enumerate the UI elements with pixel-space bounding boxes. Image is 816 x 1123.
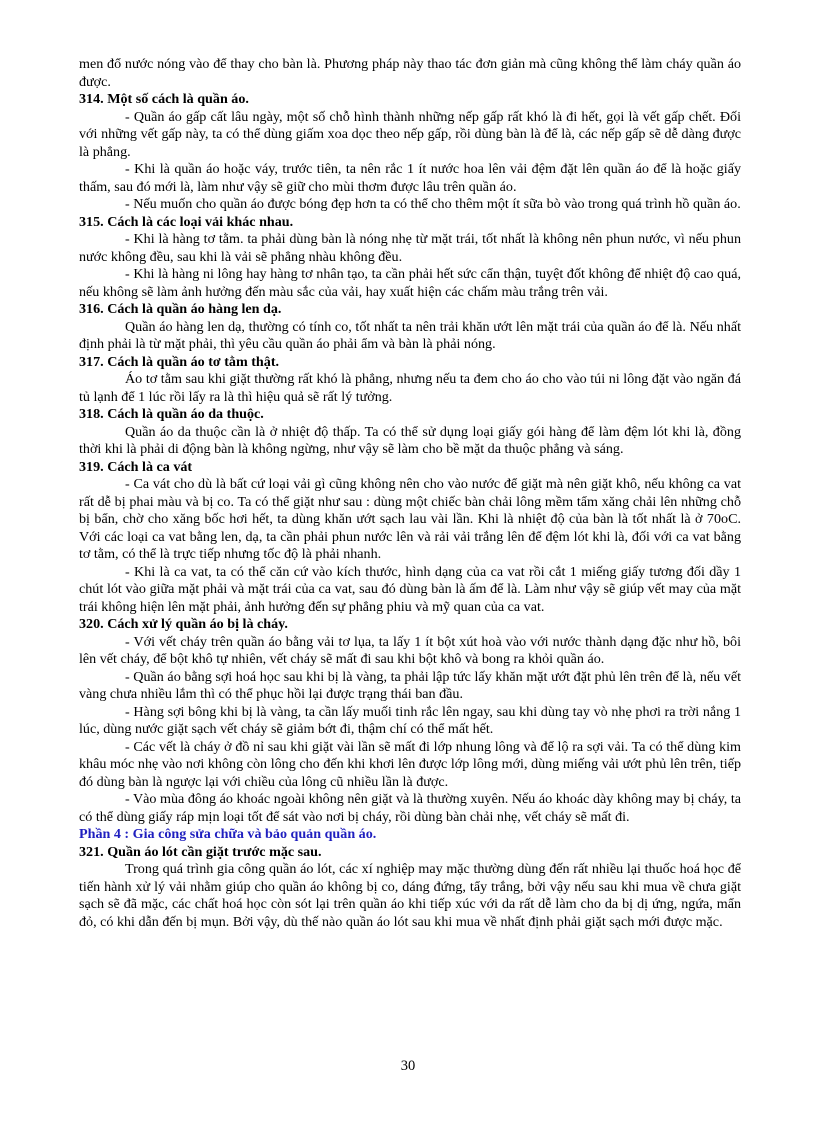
section-317-paragraph-1: Áo tơ tằm sau khi giặt thường rất khó là phẳng, nhưng nếu ta đem cho áo cho vào túi ni lông đặt vào ngăn đá tủ lạnh để 1 lúc rồi lấy ra là thì hiệu quả sẽ rất lý tưởng. xyxy=(79,371,741,405)
section-320-paragraph-3: - Hàng sợi bông khi bị là vàng, ta cần lấy muối tinh rắc lên ngay, sau khi dùng tay vò nhẹ phơi ra trời nắng 1 lúc, dùng nước giặt sạch vết cháy sẽ giảm bớt đi, thậm chí có thể mất hết. xyxy=(79,703,741,737)
document-body xyxy=(79,56,741,931)
section-316-paragraph-1: Quần áo hàng len dạ, thường có tính co, tốt nhất ta nên trải khăn ướt lên mặt trái của quần áo để là. Nếu nhất định phải là từ mặt phải, thì yêu cầu quần áo phải ẩm và bàn là phải nóng. xyxy=(79,318,741,352)
section-314-paragraph-3: - Nếu muốn cho quần áo được bóng đẹp hơn ta có thể cho thêm một ít sữa bò vào trong quá trình hồ quần áo. xyxy=(125,196,741,212)
section-320-paragraph-1: - Với vết cháy trên quần áo bằng vải tơ lụa, ta lấy 1 ít bột xút hoà vào với nước thành dạng đặc như hồ, bôi lên vết cháy, để bột khô tự nhiên, vết cháy sẽ mất đi sau khi bột khô và bong ra khỏi quần áo. xyxy=(79,633,741,667)
section-314-paragraph-2: - Khi là quần áo hoặc váy, trước tiên, ta nên rắc 1 ít nước hoa lên vải đệm đặt lên quần áo để là hoặc giấy thấm, sau đó mới là, làm như vậy sẽ giữ cho mùi thơm được lâu trên quần áo. xyxy=(79,161,741,195)
section-320-heading: 320. Cách xử lý quần áo bị là cháy. xyxy=(79,616,288,632)
part-4-heading: Phần 4 : Gia công sửa chữa và bảo quản quần áo. xyxy=(79,826,377,842)
page-number: 30 xyxy=(400,1058,416,1074)
section-319-heading: 319. Cách là ca vát xyxy=(79,458,193,475)
section-319-paragraph-1: - Ca vát cho dù là bất cứ loại vải gì cũng không nên cho vào nước để giặt mà nên giặt khô, nếu không ca vat rất dễ bị phai màu và bị co. Ta có thể giặt như sau : dùng một chiếc bàn chải lông mềm tẩm xăng chải lên những chỗ bị bẩn, chờ cho xăng bốc hơi hết, ta dùng khăn ướt sạch lau vài lần. Khi là nhiệt độ của bàn là tốt nhất là ở 70oC. Với các loại ca vat bằng len, dạ, ta cần phải phun nước lên và rải vải trắng lên để đệm lót khi là, đối với ca vat bằng tơ tằm, có thể là trực tiếp nhưng tốc độ là phải nhanh. xyxy=(79,476,741,562)
section-315-heading: 315. Cách là các loại vải khác nhau. xyxy=(79,213,294,230)
section-318-paragraph-1: Quần áo da thuộc cần là ở nhiệt độ thấp. Ta có thể sử dụng loại giấy gói hàng để làm đệm lót khi là, đồng thời khi là phải di động bàn là không ngừng, như vậy sẽ làm cho bề mặt da thuộc phẳng và sáng. xyxy=(79,423,741,457)
section-314-paragraph-1: - Quần áo gấp cất lâu ngày, một số chỗ hình thành những nếp gấp rất khó là đi hết, gọi là vết gấp chết. Đối với những vết gấp này, ta có thể dùng giấm xoa dọc theo nếp gấp, rồi dùng bàn là để là, các nếp gấp sẽ dễ dàng được là phẳng. xyxy=(79,108,741,160)
section-314-heading: 314. Một số cách là quần áo. xyxy=(79,91,249,107)
section-316-heading: 316. Cách là quần áo hàng len dạ. xyxy=(79,301,282,317)
section-321-heading: 321. Quần áo lót cần giặt trước mặc sau. xyxy=(79,843,322,860)
section-318-heading: 318. Cách là quần áo da thuộc. xyxy=(79,406,264,422)
section-317-heading: 317. Cách là quần áo tơ tằm thật. xyxy=(79,353,280,370)
section-320-paragraph-2: - Quần áo bằng sợi hoá học sau khi bị là vàng, ta phải lập tức lấy khăn mặt ướt đặt phủ lên trên để là, nếu vết vàng chưa nhiều lắm thì có thể phục hồi lại được trạng thái ban đầu. xyxy=(79,668,741,702)
section-320-paragraph-4: - Các vết là cháy ở đồ nỉ sau khi giặt vài lần sẽ mất đi lớp nhung lông và để lộ ra sợi vải. Ta có thể dùng kim khâu móc nhẹ vào nơi không còn lông cho đến khi khơi lên được lớp lông mới, dùng miếng vải ướt phủ lên trên, tiếp đó dùng bàn là ngược lại với chiều của lông cũ nhiều lần là được. xyxy=(79,738,741,790)
section-321-paragraph-1: Trong quá trình gia công quần áo lót, các xí nghiệp may mặc thường dùng đến rất nhiều lại thuốc hoá học để tiến hành xử lý vải nhằm giúp cho quần áo không bị co, dáng đứng, tẩy trắng, bởi vậy nếu sau khi mua về chưa giặt sạch sẽ đã mặc, các chất hoá học còn sót lại trên quần áo khi tiếp xúc với da rất dễ làm cho da bị dị ứng, ngứa, mẩn đỏ, có khi dẫn đến bị mụn. Bởi vậy, dù thế nào quần áo lót sau khi mua về nhất định phải giặt sạch mới được mặc. xyxy=(79,861,741,930)
section-315-paragraph-1: - Khi là hàng tơ tằm. ta phải dùng bàn là nóng nhẹ từ mặt trái, tốt nhất là không nên phun nước, vì nếu phun nước không đều, sau khi là vải sẽ phẳng nhàu không đều. xyxy=(79,231,741,265)
section-315-paragraph-2: - Khi là hàng ni lông hay hàng tơ nhân tạo, ta cần phải hết sức cẩn thận, tuyệt đốt không để nhiệt độ cao quá, nếu không sẽ làm ảnh hưởng đến màu sắc của vải, hay xuất hiện các chấm màu trắng trên vải. xyxy=(79,266,741,300)
section-320-paragraph-5: - Vào mùa đông áo khoác ngoài không nên giặt và là thường xuyên. Nếu áo khoác dày không may bị cháy, ta có thể dùng giấy ráp mịn loại tốt để sát vào nơi bị cháy, rồi dùng bàn chải nhẹ, vết cháy sẽ mất đi. xyxy=(79,791,741,825)
intro-paragraph: men đổ nước nóng vào để thay cho bàn là. Phương pháp này thao tác đơn giản mà cũng không thể làm cháy quần áo được. xyxy=(79,56,741,90)
section-319-paragraph-2: - Khi là ca vat, ta có thể căn cứ vào kích thước, hình dạng của ca vat rồi cắt 1 miếng giấy tương đối dầy 1 chút lót vào giữa mặt phải và mặt trái của ca vat, sau đó dùng bàn là ấm để là. Làm như vậy sẽ giúp vết may của mặt trái không hiện lên mặt phải, ảnh hưởng đến sự phẳng phiu và mỹ quan của ca vat. xyxy=(79,563,741,615)
